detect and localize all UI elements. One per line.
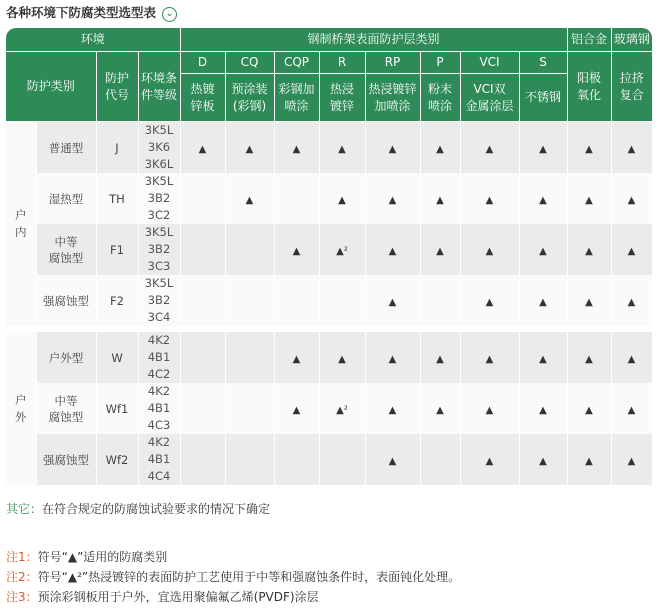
applicability-mark: ▲ — [460, 275, 519, 326]
header-aluminum: 铝合金 — [567, 28, 611, 52]
chevron-down-icon[interactable]: ⌄ — [162, 7, 177, 22]
protection-type: 中等 腐蚀型 — [36, 224, 96, 275]
header-desc: 热镀 锌板 — [180, 74, 225, 122]
applicability-mark: ▲ — [519, 275, 567, 326]
applicability-mark: ▲ — [274, 224, 319, 275]
header-desc: 粉末 喷涂 — [420, 74, 460, 122]
applicability-mark: ▲ — [225, 173, 274, 224]
applicability-mark: ▲ — [180, 122, 225, 174]
header-code: CQ — [225, 52, 274, 74]
page-title — [6, 3, 177, 22]
group-label: 户 内 — [6, 122, 36, 327]
table-row — [6, 275, 652, 326]
applicability-mark — [274, 434, 319, 485]
header-desc: 热浸镀锌 加喷涂 — [365, 74, 420, 122]
header-code: D — [180, 52, 225, 74]
applicability-mark: ▲ — [420, 224, 460, 275]
applicability-mark: ▲ — [519, 224, 567, 275]
selection-table-card — [6, 28, 652, 494]
table-row — [6, 434, 652, 485]
applicability-mark: ▲ — [567, 383, 611, 434]
protection-code: F1 — [96, 224, 138, 275]
selection-table — [6, 28, 652, 485]
note-text: 符号“▲”适用的防腐类别 — [37, 550, 168, 564]
env-level: 3K5L 3B2 3C3 — [138, 224, 180, 275]
header-steel-coating: 钢制桥架表面防护层类别 — [180, 28, 567, 52]
protection-code: W — [96, 332, 138, 383]
env-level: 3K5L 3B2 3C4 — [138, 275, 180, 326]
applicability-mark — [319, 434, 365, 485]
applicability-mark: ▲ — [274, 122, 319, 174]
applicability-mark: ▲ — [420, 122, 460, 174]
applicability-mark: ▲ — [567, 275, 611, 326]
header-desc: 热浸 镀锌 — [319, 74, 365, 122]
protection-code: Wf1 — [96, 383, 138, 434]
table-row — [6, 173, 652, 224]
note-text: 符号“▲²”热浸镀锌的表面防护工艺使用于中等和强腐蚀条件时，表面钝化处理。 — [37, 570, 461, 584]
applicability-mark: ▲ — [567, 434, 611, 485]
applicability-mark: ▲ — [365, 434, 420, 485]
env-level: 4K2 4B1 4C4 — [138, 434, 180, 485]
applicability-mark: ▲ — [460, 224, 519, 275]
applicability-mark: ▲ — [611, 332, 652, 383]
applicability-mark: ▲ — [319, 332, 365, 383]
applicability-mark: ▲ — [519, 434, 567, 485]
applicability-mark: ▲² — [319, 383, 365, 434]
env-level: 4K2 4B1 4C3 — [138, 383, 180, 434]
applicability-mark: ▲ — [460, 173, 519, 224]
note-label: 注2： — [6, 570, 38, 584]
header-desc: VCI双 金属涂层 — [460, 74, 519, 122]
env-level: 3K5L 3B2 3C2 — [138, 173, 180, 224]
group-label: 户 外 — [6, 332, 36, 485]
applicability-mark — [180, 224, 225, 275]
applicability-mark — [274, 173, 319, 224]
table-row — [6, 122, 652, 174]
note-label: 注3： — [6, 590, 38, 604]
table-row — [6, 383, 652, 434]
applicability-mark: ▲ — [319, 122, 365, 174]
applicability-mark: ▲ — [365, 383, 420, 434]
header-frp: 玻璃钢 — [611, 28, 652, 52]
applicability-mark — [420, 434, 460, 485]
applicability-mark: ▲ — [611, 383, 652, 434]
applicability-mark — [180, 275, 225, 326]
header-code: S — [519, 52, 567, 74]
env-level: 3K5L 3K6 3K6L — [138, 122, 180, 174]
applicability-mark: ▲ — [365, 173, 420, 224]
applicability-mark: ▲ — [420, 173, 460, 224]
applicability-mark: ▲ — [319, 173, 365, 224]
applicability-mark — [420, 275, 460, 326]
header-protection-code: 防护 代号 — [96, 52, 138, 122]
applicability-mark: ▲ — [611, 173, 652, 224]
applicability-mark: ▲ — [611, 122, 652, 174]
applicability-mark — [225, 332, 274, 383]
header-code: RP — [365, 52, 420, 74]
header-environment: 环境 — [6, 28, 180, 52]
header-code: VCI — [460, 52, 519, 74]
applicability-mark — [180, 434, 225, 485]
table-row — [6, 224, 652, 275]
protection-type: 强腐蚀型 — [36, 434, 96, 485]
applicability-mark — [180, 173, 225, 224]
applicability-mark: ▲ — [365, 332, 420, 383]
applicability-mark: ▲ — [460, 434, 519, 485]
applicability-mark — [274, 275, 319, 326]
applicability-mark: ▲ — [225, 122, 274, 174]
applicability-mark — [225, 434, 274, 485]
applicability-mark — [180, 332, 225, 383]
applicability-mark: ▲ — [420, 332, 460, 383]
env-level: 4K2 4B1 4C2 — [138, 332, 180, 383]
header-code: CQP — [274, 52, 319, 74]
note-2 — [6, 568, 460, 585]
note-label: 注1： — [6, 550, 38, 564]
applicability-mark: ▲ — [519, 122, 567, 174]
applicability-mark: ▲ — [460, 332, 519, 383]
applicability-mark: ▲ — [567, 122, 611, 174]
applicability-mark — [225, 383, 274, 434]
protection-code: TH — [96, 173, 138, 224]
applicability-mark — [225, 275, 274, 326]
protection-code: J — [96, 122, 138, 174]
applicability-mark: ▲ — [460, 122, 519, 174]
note-1 — [6, 548, 167, 565]
applicability-mark: ▲ — [567, 173, 611, 224]
applicability-mark: ▲ — [519, 383, 567, 434]
header-desc: 不锈钢 — [519, 74, 567, 122]
applicability-mark: ▲ — [274, 332, 319, 383]
applicability-mark: ▲ — [519, 332, 567, 383]
protection-type: 普通型 — [36, 122, 96, 174]
other-note — [6, 500, 270, 517]
applicability-mark: ▲ — [460, 383, 519, 434]
header-frp-desc: 拉挤 复合 — [611, 52, 652, 122]
header-code: R — [319, 52, 365, 74]
other-label: 其它： — [6, 502, 43, 516]
note-3 — [6, 588, 319, 605]
applicability-mark — [319, 275, 365, 326]
applicability-mark: ▲ — [611, 224, 652, 275]
protection-code: F2 — [96, 275, 138, 326]
applicability-mark — [225, 224, 274, 275]
protection-type: 中等 腐蚀型 — [36, 383, 96, 434]
header-desc: 彩钢加 喷涂 — [274, 74, 319, 122]
applicability-mark: ▲ — [567, 332, 611, 383]
header-code: P — [420, 52, 460, 74]
header-alu-desc: 阳极 氧化 — [567, 52, 611, 122]
other-text: 在符合规定的防腐蚀试验要求的情况下确定 — [42, 502, 271, 516]
applicability-mark: ▲² — [319, 224, 365, 275]
header-desc: 预涂装 (彩钢) — [225, 74, 274, 122]
note-text: 预涂彩钢板用于户外，宜选用聚偏氟乙烯(PVDF)涂层 — [37, 590, 319, 604]
applicability-mark — [180, 383, 225, 434]
applicability-mark: ▲ — [611, 275, 652, 326]
applicability-mark: ▲ — [519, 173, 567, 224]
applicability-mark: ▲ — [567, 224, 611, 275]
applicability-mark: ▲ — [365, 275, 420, 326]
protection-type: 户外型 — [36, 332, 96, 383]
applicability-mark: ▲ — [274, 383, 319, 434]
header-env-level: 环境条 件等级 — [138, 52, 180, 122]
header-protection-type: 防护类别 — [6, 52, 96, 122]
protection-type: 强腐蚀型 — [36, 275, 96, 326]
protection-code: Wf2 — [96, 434, 138, 485]
applicability-mark: ▲ — [611, 434, 652, 485]
applicability-mark: ▲ — [365, 224, 420, 275]
table-row — [6, 332, 652, 383]
applicability-mark: ▲ — [365, 122, 420, 174]
protection-type: 湿热型 — [36, 173, 96, 224]
applicability-mark: ▲ — [420, 383, 460, 434]
title-text: 各种环境下防腐类型选型表 — [6, 5, 157, 20]
